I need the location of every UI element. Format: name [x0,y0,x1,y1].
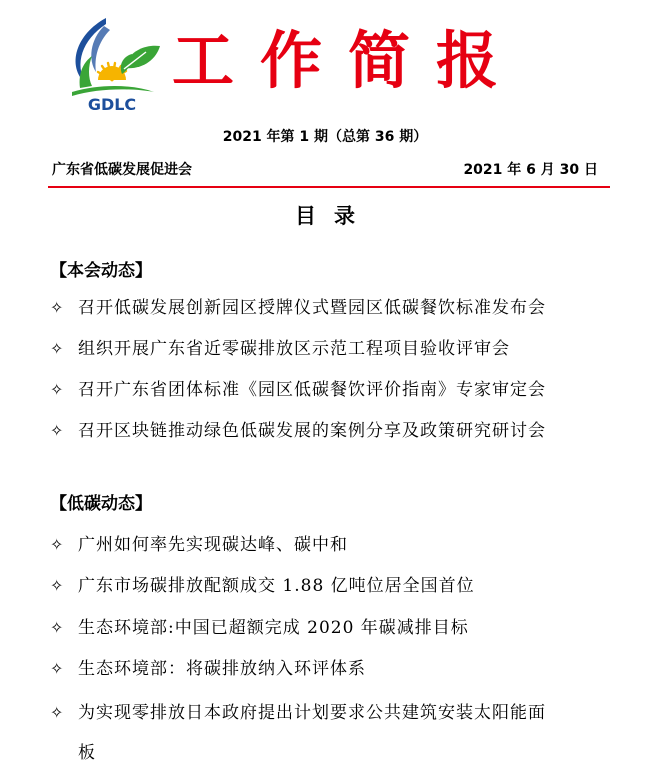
toc-item-text: 召开低碳发展创新园区授牌仪式暨园区低碳餐饮标准发布会 [78,298,546,318]
masthead-title: 工作简报 [172,24,525,97]
toc-item[interactable] [50,693,610,773]
diamond-bullet-icon: ✧ [50,339,65,358]
toc-item[interactable] [50,329,610,369]
header-divider [48,186,610,188]
issue-number: 2021 年第 1 期（总第 36 期） [222,129,428,145]
diamond-bullet-icon: ✧ [50,659,65,678]
svg-text:GDLC: GDLC [87,95,137,114]
section-heading-association-news: 【本会动态】 [50,261,152,281]
toc-item-text: 生态环境部：将碳排放纳入环评体系 [78,659,366,679]
toc-item[interactable] [50,525,610,565]
toc-item-text: 生态环境部:中国已超额完成 2020 年碳减排目标 [78,618,469,638]
toc-item-text: 组织开展广东省近零碳排放区示范工程项目验收评审会 [78,339,510,359]
toc-item[interactable] [50,411,610,451]
organization-name: 广东省低碳发展促进会 [52,162,192,178]
diamond-bullet-icon: ✧ [50,421,65,440]
toc-item-text: 召开区块链推动绿色低碳发展的案例分享及政策研究研讨会 [78,421,546,441]
diamond-bullet-icon: ✧ [50,380,65,399]
toc-item[interactable] [50,370,610,410]
toc-item[interactable] [50,288,610,328]
toc-item-text-continued: 板 [78,743,96,763]
toc-item[interactable] [50,649,610,689]
toc-item-text: 为实现零排放日本政府提出计划要求公共建筑安装太阳能面 [78,703,546,723]
diamond-bullet-icon: ✧ [50,703,65,722]
toc-item[interactable] [50,608,610,648]
toc-item-text: 广州如何率先实现碳达峰、碳中和 [78,535,348,555]
diamond-bullet-icon: ✧ [50,298,65,317]
issue-date: 2021 年 6 月 30 日 [463,162,598,178]
toc-item-text: 召开广东省团体标准《园区低碳餐饮评价指南》专家审定会 [78,380,546,400]
gdlc-logo-icon [58,14,166,116]
diamond-bullet-icon: ✧ [50,535,65,554]
toc-heading: 目录 [295,204,373,228]
diamond-bullet-icon: ✧ [50,576,65,595]
section-heading-low-carbon-news: 【低碳动态】 [50,494,152,514]
masthead [0,0,650,130]
diamond-bullet-icon: ✧ [50,618,65,637]
toc-item[interactable] [50,566,610,606]
toc-item-text: 广东市场碳排放配额成交 1.88 亿吨位居全国首位 [78,576,475,596]
